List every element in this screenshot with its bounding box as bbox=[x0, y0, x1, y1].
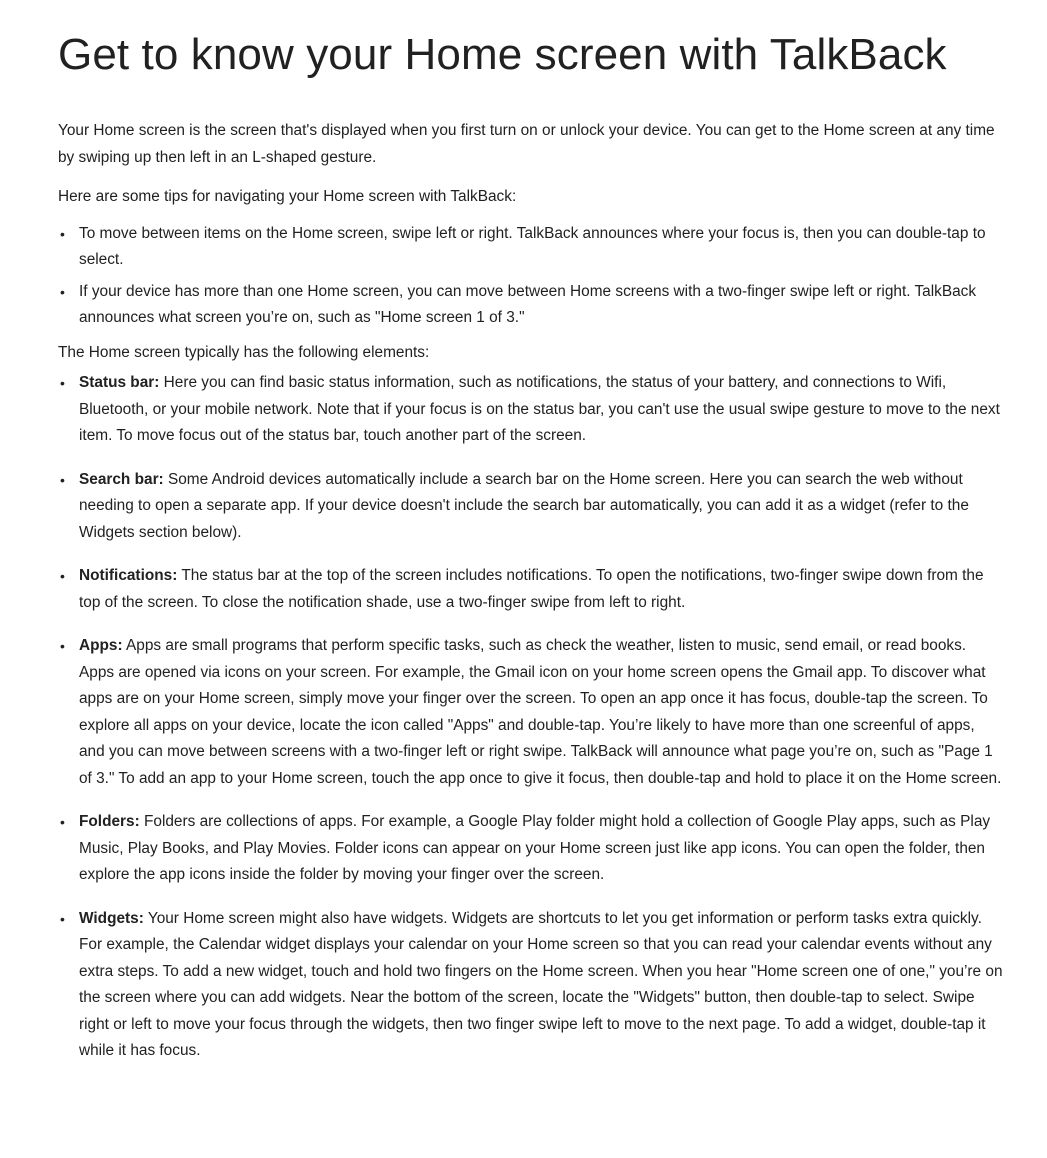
term-label: Search bar: bbox=[79, 470, 164, 488]
list-item: • To move between items on the Home screen, swipe left or right. TalkBack announces where your focus is, then you can double-tap to select. bbox=[58, 221, 1003, 274]
term-description: Here you can find basic status information, such as notifications, the status of your battery, and connections to Wifi, Bluetooth, or your mobile network. Note that if your focus is on the status bar, you can't use the usual swipe gesture to move to the next item. To move focus out of the status bar, touch another part of the screen. bbox=[79, 374, 1000, 444]
term-label: Widgets: bbox=[79, 909, 144, 927]
term-description: Apps are small programs that perform specific tasks, such as check the weather, listen to music, send email, or read books. Apps are opened via icons on your screen. For example, the Gmail icon on your home screen opens the Gmail app. To discover what apps are on your Home screen, simply move your finger over the screen. To open an app once it has focus, double-tap the screen. To explore all apps on your device, locate the icon called "Apps" and double-tap. You’re likely to have more than one screenful of apps, and you can move between screens with a two-finger left or right swipe. TalkBack will announce what page you’re on, such as "Page 1 of 3." To add an app to your Home screen, touch the app once to give it focus, then double-tap and hold to place it on the Home screen. bbox=[79, 637, 1002, 787]
term-description: Some Android devices automatically include a search bar on the Home screen. Here you can search the web without needing to open a separate app. If your device doesn't include the search bar automatically, you can add it as a widget (refer to the Widgets section below). bbox=[79, 470, 969, 541]
list-item-apps bbox=[58, 633, 1003, 792]
term-description: The status bar at the top of the screen includes notifications. To open the notifications, two-finger swipe down from the top of the screen. To close the notification shade, use a two-finger swipe from left to right. bbox=[79, 567, 984, 611]
term-label: Folders: bbox=[79, 813, 140, 830]
list-item-notifications bbox=[58, 563, 1003, 616]
term-description: Folders are collections of apps. For example, a Google Play folder might hold a collection of Google Play apps, such as Play Music, Play Books, and Play Movies. Folder icons can appear on your Home screen just like app icons. You can open the folder, then explore the app icons inside the folder by moving your finger over the screen. bbox=[79, 813, 991, 883]
list-item-search-bar bbox=[58, 467, 1003, 547]
term-label: Notifications: bbox=[79, 567, 178, 584]
term-description: Your Home screen might also have widgets. Widgets are shortcuts to let you get information or perform tasks extra quickly. For example, the Calendar widget displays your calendar on your Home screen so that you can read your calendar events without any extra steps. To add a new widget, touch and hold two fingers on the Home screen. When you hear "Home screen one of one," you’re on the screen where you can add widgets. Near the bottom of the screen, locate the "Widgets" button, then double-tap to select. Swipe right or left to move your focus through the widgets, then two finger swipe left to move to the next page. To add a widget, double-tap it while it has focus. bbox=[79, 909, 1003, 1059]
tips-lead-paragraph: Here are some tips for navigating your Home screen with TalkBack: bbox=[58, 188, 517, 205]
list-item-widgets bbox=[58, 906, 1003, 1065]
tips-list bbox=[58, 221, 1003, 332]
elements-lead-paragraph: The Home screen typically has the following elements: bbox=[58, 343, 430, 361]
elements-list bbox=[58, 370, 1003, 1065]
term-label: Apps: bbox=[79, 637, 123, 654]
term-label: Status bar: bbox=[79, 374, 160, 391]
list-item-folders bbox=[58, 809, 1003, 889]
page-title: Get to know your Home screen with TalkBack bbox=[58, 30, 947, 79]
article bbox=[58, 0, 1003, 1065]
list-item: • If your device has more than one Home screen, you can move between Home screens with a two-finger swipe left or right. TalkBack announces what screen you’re on, such as "Home screen 1 of 3." bbox=[58, 279, 1003, 332]
intro-paragraph: Your Home screen is the screen that's displayed when you first turn on or unlock your device. You can get to the Home screen at any time by swiping up then left in an L-shaped gesture. bbox=[58, 122, 995, 166]
list-item-status-bar bbox=[58, 370, 1003, 450]
